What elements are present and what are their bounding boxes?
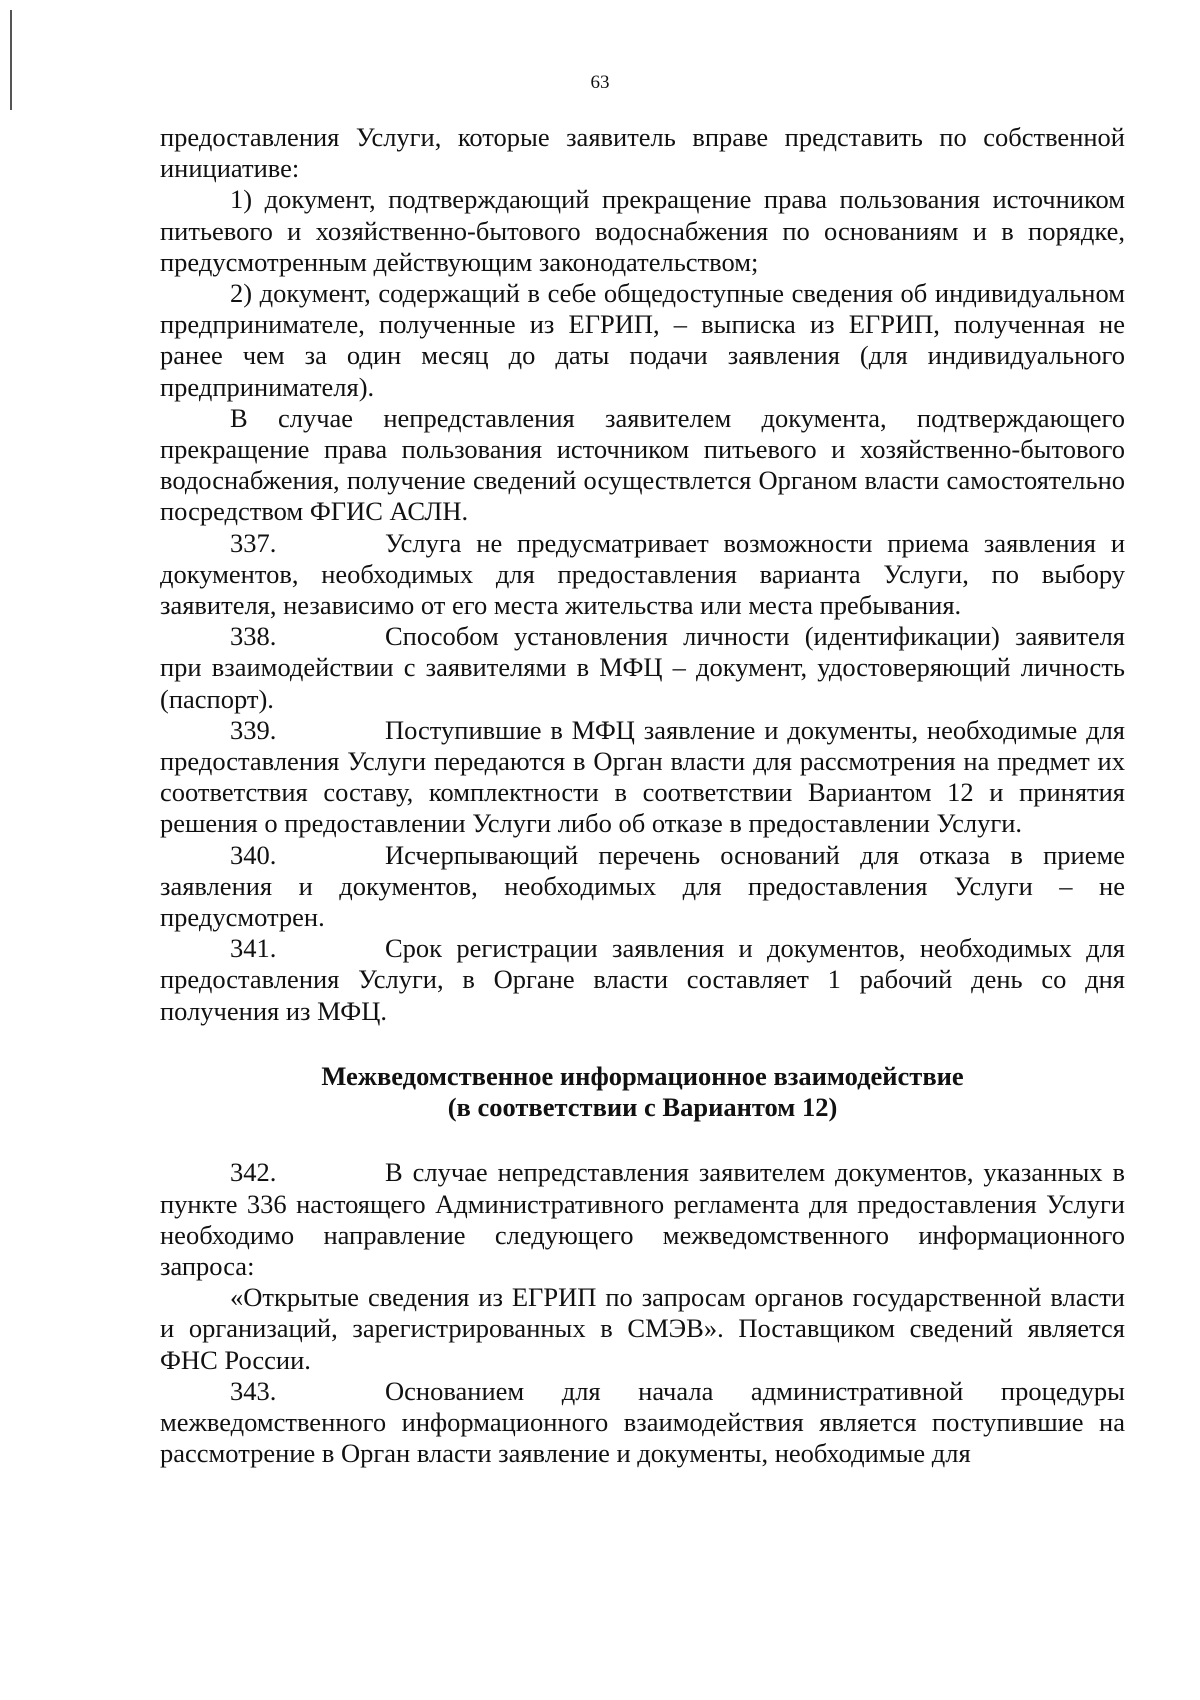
clause-338 xyxy=(160,621,1125,715)
clause-340 xyxy=(160,840,1125,934)
scan-edge-line xyxy=(10,10,12,110)
clause-number: 340. xyxy=(230,839,277,870)
clause-text: Основанием для начала административной процедуры межведомственного информационного взаимодействия является поступившие на рассмотрение в Орган власти заявление и документы, необходимые для xyxy=(160,1375,1125,1469)
clause-text: Поступившие в МФЦ заявление и документы, необходимые для предоставления Услуги передаются в Орган власти для рассмотрения на предмет их соответствия составу, комплектности в соответствии Вариантом 12 и принятия решения о предоставлении Услуги либо об отказе в предоставлении Услуги. xyxy=(160,714,1125,839)
section-heading-line-1: Межведомственное информационное взаимодействие xyxy=(321,1060,964,1091)
clause-text: Услуга не предусматривает возможности приема заявления и документов, необходимых для предоставления варианта Услуги, по выбору заявителя, независимо от его места жительства или места пребывания. xyxy=(160,527,1125,621)
section-heading-line-2: (в соответствии с Вариантом 12) xyxy=(447,1092,838,1123)
clause-number: 337. xyxy=(230,527,277,558)
clause-number: 338. xyxy=(230,621,277,652)
clause-text: Способом установления личности (идентификации) заявителя при взаимодействии с заявителями в МФЦ – документ, удостоверяющий личность (паспорт). xyxy=(160,621,1125,714)
paragraph-case: В случае непредставления заявителем документа, подтверждающего прекращение права пользования источником питьевого и хозяйственно-бытового водоснабжения, получение сведений осуществлется Органом власти самостоятельно посредством ФГИС АСЛН. xyxy=(160,402,1125,527)
clause-337 xyxy=(160,528,1125,622)
clause-text: В случае непредставления заявителем документов, указанных в пункте 336 настоящего Административного регламента для предоставления Услуги необходимо направление следующего межведомственного информационного запроса: xyxy=(160,1157,1125,1281)
clause-339 xyxy=(160,715,1125,840)
clause-number: 342. xyxy=(230,1157,277,1188)
clause-text: Исчерпывающий перечень оснований для отказа в приеме заявления и документов, необходимых для предоставления Услуги – не предусмотрен. xyxy=(160,839,1125,933)
clause-342 xyxy=(160,1157,1125,1282)
paragraph-quote: «Открытые сведения из ЕГРИП по запросам органов государственной власти и организаций, зарегистрированных в СМЭВ». Поставщиком сведений является ФНС России. xyxy=(160,1282,1125,1375)
section-heading xyxy=(160,1061,1125,1123)
paragraph-item-1: 1) документ, подтверждающий прекращение права пользования источником питьевого и хозяйственно-бытового водоснабжения по основаниям и в порядке, предусмотренным действующим законодательством; xyxy=(160,184,1125,277)
clause-343 xyxy=(160,1376,1125,1470)
clause-number: 341. xyxy=(230,933,277,964)
paragraph-continuation: предоставления Услуги, которые заявитель вправе представить по собственной инициативе: xyxy=(160,122,1125,184)
document-body xyxy=(160,122,1125,1469)
clause-341 xyxy=(160,933,1125,1027)
clause-text: Срок регистрации заявления и документов, необходимых для предоставления Услуги, в Органе власти составляет 1 рабочий день со дня получения из МФЦ. xyxy=(160,933,1125,1026)
clause-number: 339. xyxy=(230,714,277,745)
paragraph-item-2: 2) документ, содержащий в себе общедоступные сведения об индивидуальном предпринимателе, полученные из ЕГРИП, – выписка из ЕГРИП, полученная не ранее чем за один месяц до даты подачи заявления (для индивидуального предпринимателя). xyxy=(160,278,1125,402)
page-number: 63 xyxy=(590,72,610,93)
clause-number: 343. xyxy=(230,1375,277,1406)
